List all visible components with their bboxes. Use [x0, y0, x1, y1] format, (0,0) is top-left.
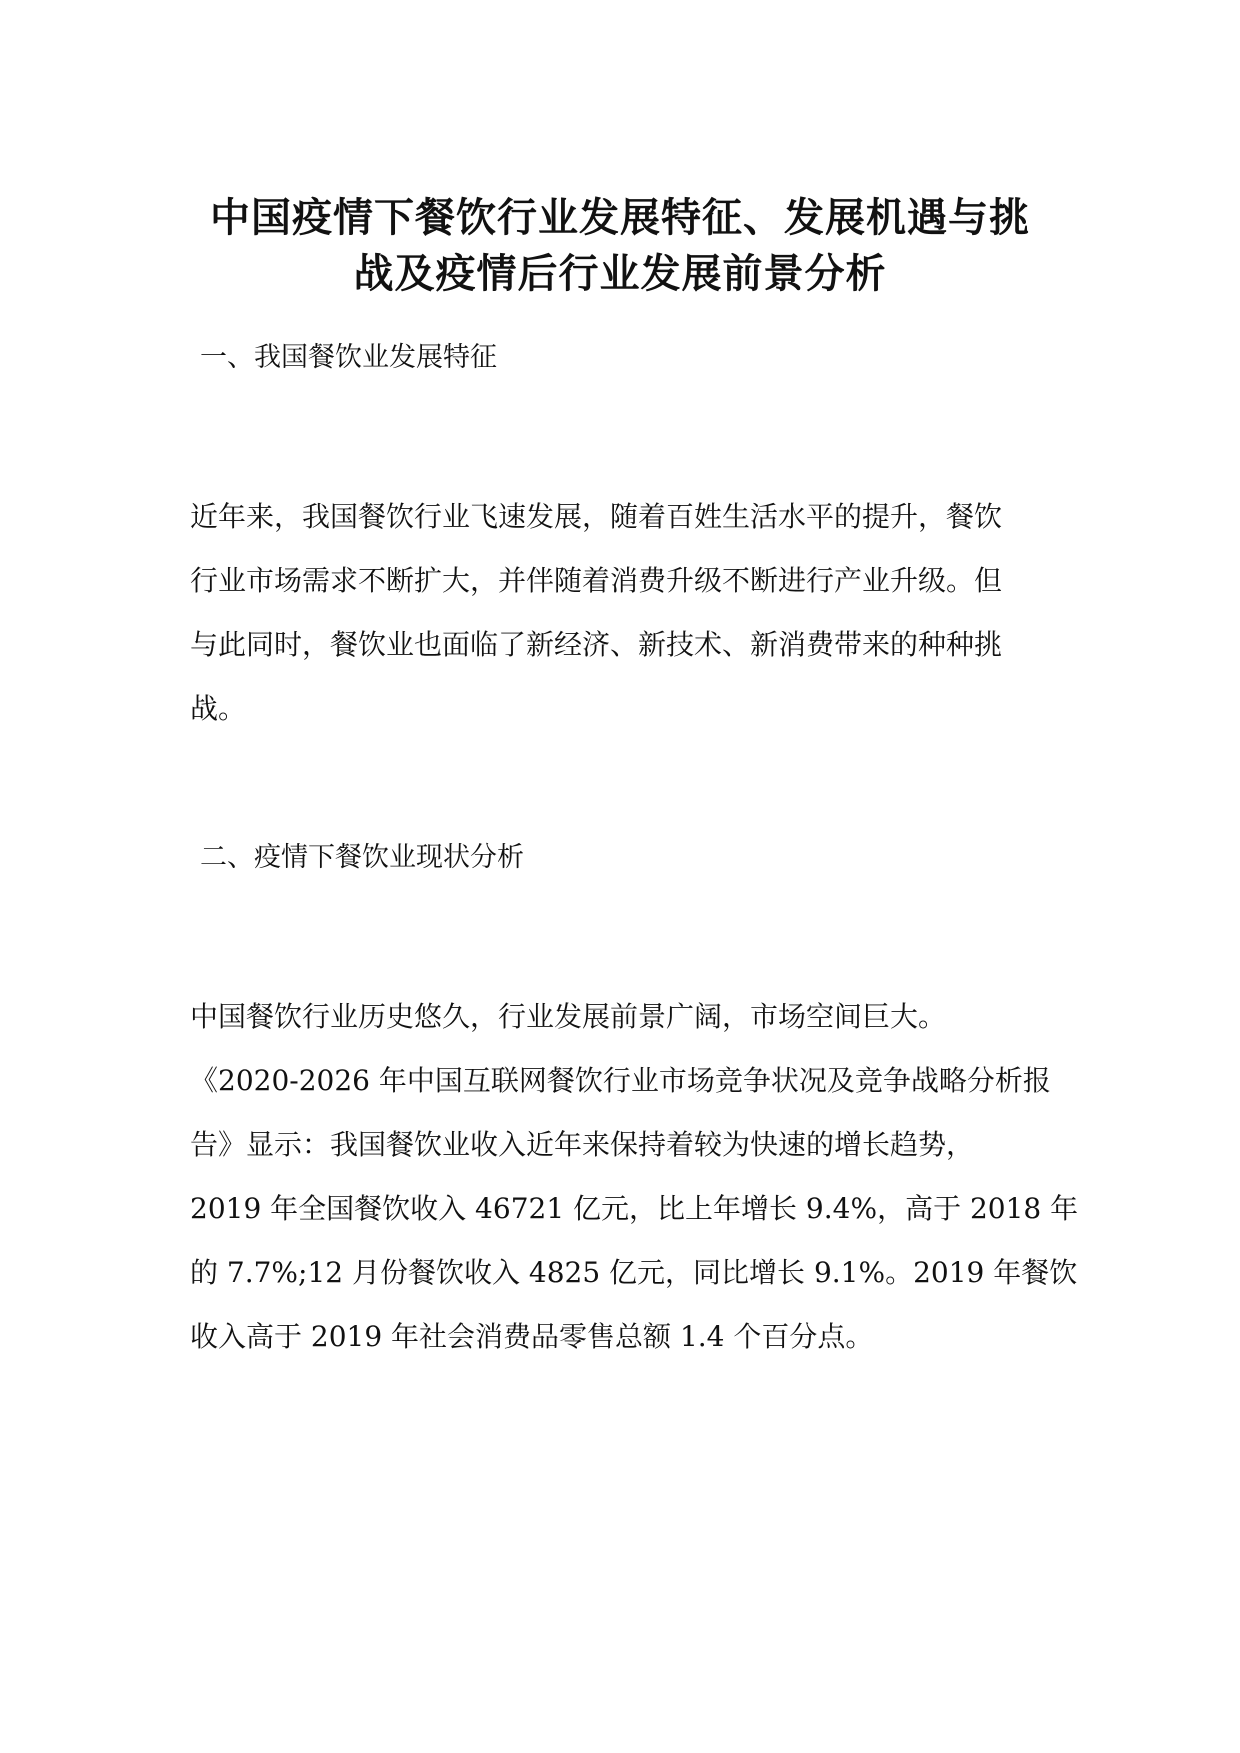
paragraph-line: 的 7.7%;12 月份餐饮收入 4825 亿元，同比增长 9.1%。2019 年餐饮: [190, 1256, 1078, 1289]
document-title: [160, 190, 1080, 302]
section-paragraph-1: [190, 485, 1060, 741]
paragraph-line: 与此同时，餐饮业也面临了新经济、新技术、新消费带来的种种挑: [190, 628, 1003, 661]
title-line: 战及疫情后行业发展前景分析: [353, 250, 887, 297]
section-paragraph-2: [190, 985, 1079, 1369]
paragraph-line: 告》显示：我国餐饮业收入近年来保持着较为快速的增长趋势，: [190, 1128, 975, 1161]
paragraph-line: 2019 年全国餐饮收入 46721 亿元，比上年增长 9.4%，高于 2018 年: [190, 1192, 1079, 1225]
paragraph-line: 行业市场需求不断扩大，并伴随着消费升级不断进行产业升级。但: [190, 564, 1003, 597]
paragraph-line: 近年来，我国餐饮行业飞速发展，随着百姓生活水平的提升，餐饮: [190, 500, 1003, 533]
section-heading-2: 二、疫情下餐饮业现状分析: [200, 842, 524, 873]
title-line: 中国疫情下餐饮行业发展特征、发展机遇与挑: [210, 194, 1030, 241]
paragraph-line: 《2020-2026 年中国互联网餐饮行业市场竞争状况及竞争战略分析报: [190, 1064, 1051, 1097]
section-heading-1: 一、我国餐饮业发展特征: [200, 342, 497, 373]
paragraph-line: 战。: [190, 692, 247, 725]
paragraph-line: 中国餐饮行业历史悠久，行业发展前景广阔，市场空间巨大。: [190, 1000, 947, 1033]
paragraph-line: 收入高于 2019 年社会消费品零售总额 1.4 个百分点。: [190, 1320, 874, 1353]
